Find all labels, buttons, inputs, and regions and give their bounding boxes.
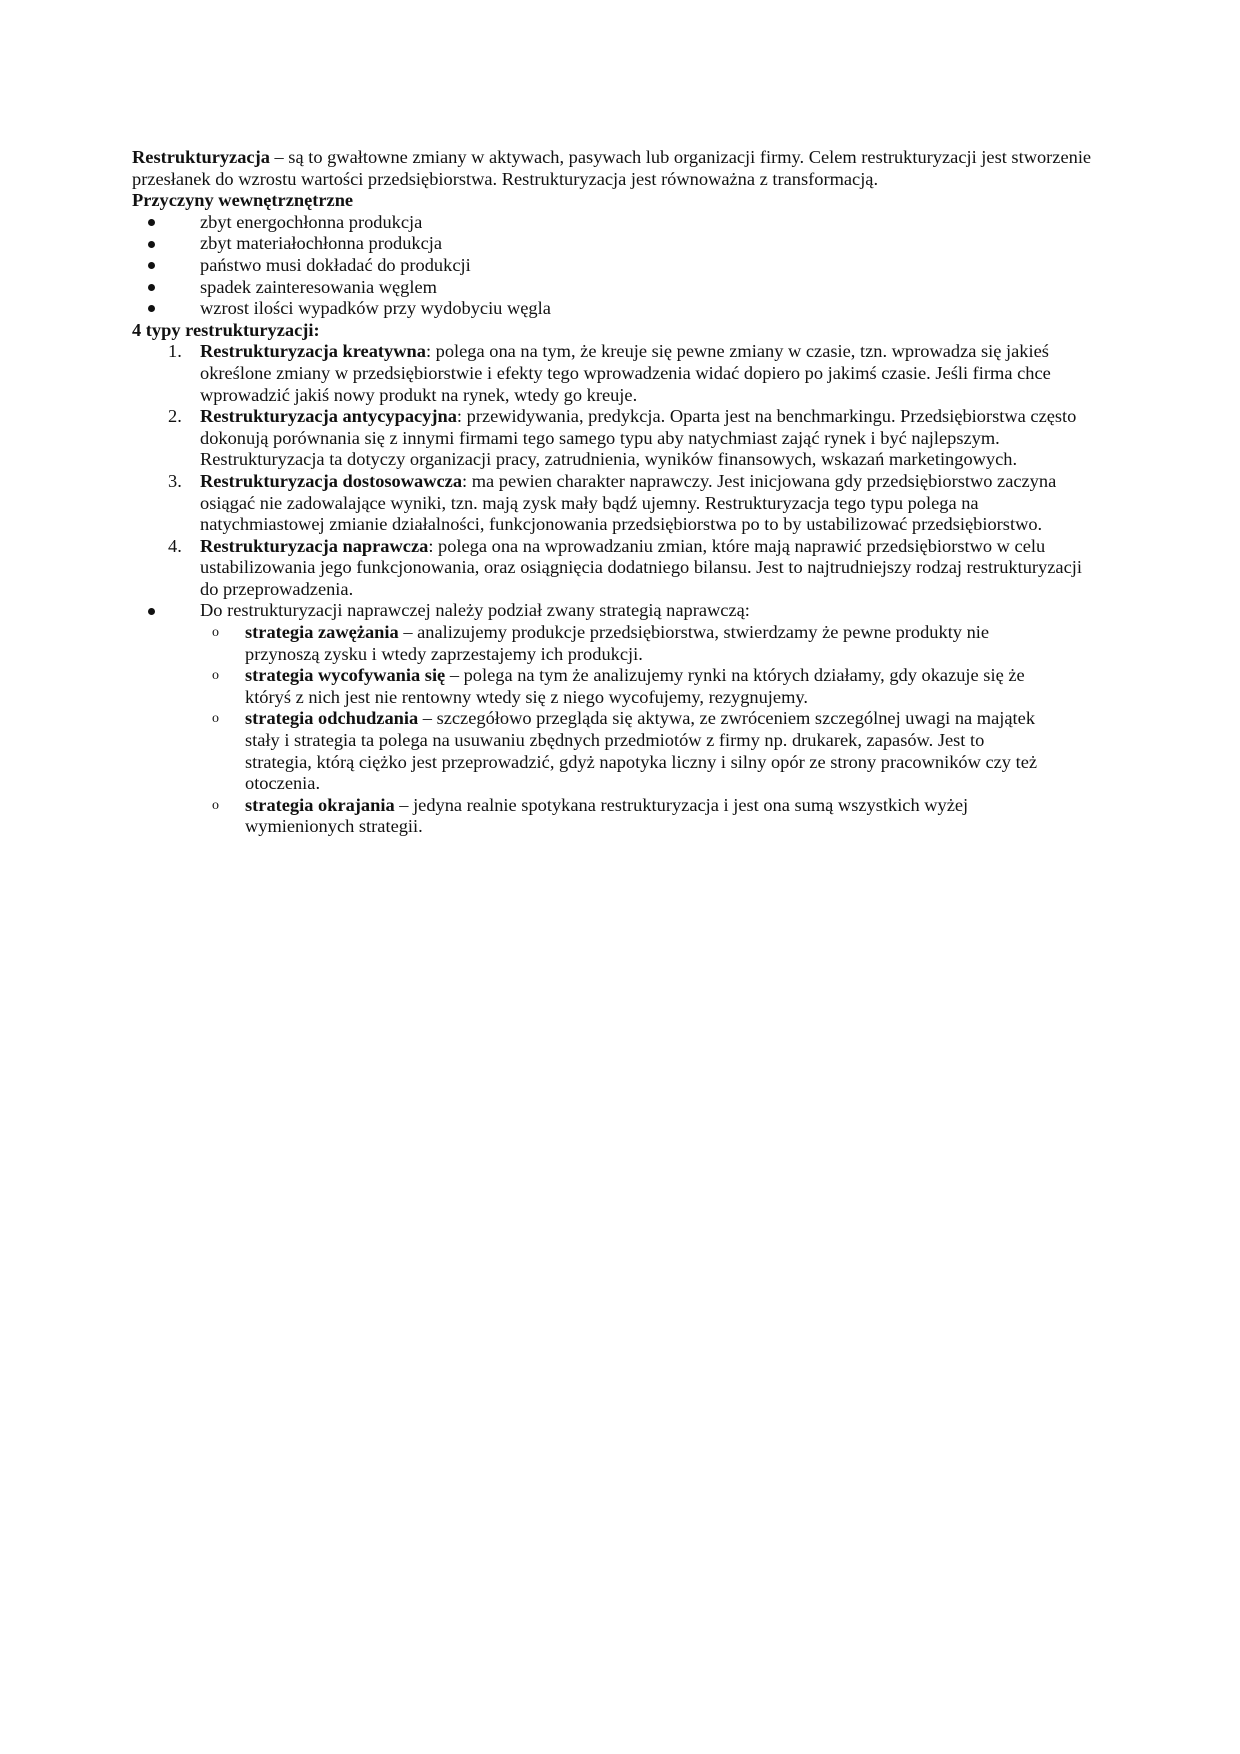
strategies-lead: Do restrukturyzacji naprawczej należy podział zwany strategią naprawczą: [200,600,750,621]
list-item: zbyt materiałochłonna produkcja [110,233,1070,255]
types-list [132,341,1092,600]
item-term: Restrukturyzacja kreatywna [200,341,426,362]
list-item: zbyt energochłonna produkcja [110,212,1070,234]
item-term: Restrukturyzacja dostosowawcza [200,470,463,491]
strategies-sublist [110,622,1070,838]
item-number: 3. [168,470,182,491]
circle-bullet-icon: o [212,668,219,684]
list-item: o strategia odchudzania – szczegółowo przegląda się aktywa, ze zwróceniem szczególnej uwagi na majątek stały i strategia ta polega na usuwaniu zbędnych przedmiotów z firmy np. drukarek, zapasów. Jest to strategia, którą ciężko jest przeprowadzić, gdyż napotyka liczny i silny opór ze strony pracowników czy też otoczenia. [212,708,1038,794]
bullet-icon [148,212,155,234]
strategies-list [132,600,1092,838]
list-item: wzrost ilości wypadków przy wydobyciu węgla [110,298,1070,320]
causes-list [132,212,1092,320]
bullet-icon [148,277,155,299]
document-page [132,147,1092,838]
item-term: strategia odchudzania [245,708,419,729]
item-number: 1. [168,341,182,362]
circle-bullet-icon: o [212,797,219,813]
item-term: Restrukturyzacja antycypacyjna [200,406,457,427]
intro-paragraph [132,147,1092,190]
list-item: o strategia zawężania – analizujemy produkcje przedsiębiorstwa, stwierdzamy że pewne produkty nie przynoszą zysku i wtedy zaprzestajemy ich produkcji. [212,622,990,664]
intro-term: Restrukturyzacja [132,147,270,167]
bullet-icon [148,233,155,255]
bullet-icon [148,298,155,320]
circle-bullet-icon: o [212,625,219,641]
list-item: o strategia wycofywania się – polega na tym że analizujemy rynki na których działamy, gdy okazuje się że któryś z nich jest nie rentowny wtedy się z niego wycofujemy, rezygnujemy. [212,665,1025,707]
list-item [110,600,1070,838]
list-item: o strategia okrajania – jedyna realnie spotykana restrukturyzacja i jest ona sumą wszystkich wyżej wymienionych strategii. [212,794,969,837]
item-number: 2. [168,406,182,427]
bullet-icon [148,600,155,622]
list-item: 3. Restrukturyzacja dostosowawcza: ma pewien charakter naprawczy. Jest inicjowana gdy przedsiębiorstwo zaczyna osiągać nie zadowalające wyniki, tzn. mają zysk mały bądź ujemny. Restrukturyzacja tego typu polega na natychmiastowej zmianie działalności, funkcjonowania przedsiębiorstwa po to by ustabilizować przedsiębiorstwo. [168,470,1057,535]
intro-text: – są to gwałtowne zmiany w aktywach, pasywach lub organizacji firmy. Celem restrukturyzacji jest stworzenie przesłanek do wzrostu wartości przedsiębiorstwa. Restrukturyzacja jest równoważna z transformacją. [132,147,1092,189]
item-term: strategia okrajania [245,794,395,815]
list-item: 4. Restrukturyzacja naprawcza: polega ona na wprowadzaniu zmian, które mają naprawić przedsiębiorstwo w celu ustabilizowania jego funkcjonowania, oraz osiągnięcia dodatniego bilansu. Jest to najtrudniejszy rodzaj restrukturyzacji do przeprowadzenia. [168,535,1082,599]
circle-bullet-icon: o [212,711,219,727]
item-term: Restrukturyzacja naprawcza [200,535,429,556]
item-term: strategia wycofywania się [245,665,446,686]
list-item: spadek zainteresowania węglem [110,277,1070,299]
bullet-icon [148,255,155,277]
causes-heading: Przyczyny wewnętrznętrzne [132,190,354,211]
list-item: państwo musi dokładać do produkcji [110,255,1070,277]
list-item: 1. Restrukturyzacja kreatywna: polega ona na tym, że kreuje się pewne zmiany w czasie, tzn. wprowadza się jakieś określone zmiany w przedsiębiorstwie i efekty tego wprowadzenia widać dopiero po jakimś czasie. Jeśli firma chce wprowadzić jakiś nowy produkt na rynek, wtedy go kreuje. [168,341,1051,405]
item-number: 4. [168,535,182,556]
item-term: strategia zawężania [245,622,399,643]
list-item: 2. Restrukturyzacja antycypacyjna: przewidywania, predykcja. Oparta jest na benchmarkingu. Przedsiębiorstwa często dokonują porównania się z innymi firmami tego samego typu aby natychmiast zająć rynek i być najlepszym. Restrukturyzacja ta dotyczy organizacji pracy, zatrudnienia, wyników finansowych, wskazań marketingowych. [168,406,1077,470]
types-heading: 4 typy restrukturyzacji: [132,319,320,340]
